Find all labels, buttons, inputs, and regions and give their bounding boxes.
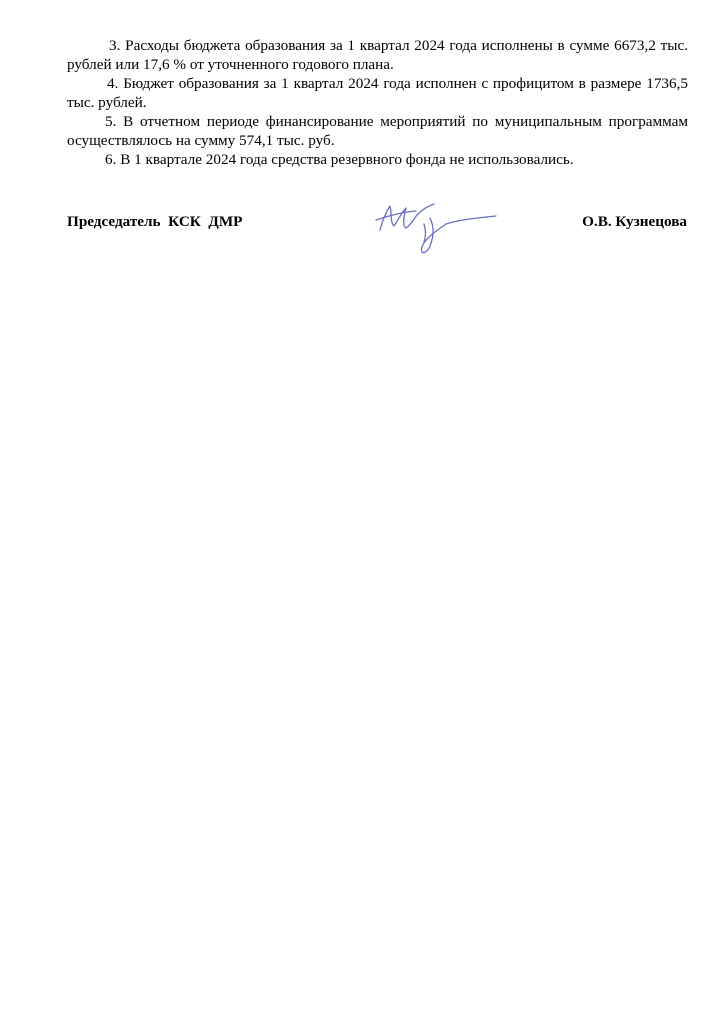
document-body [67, 36, 688, 169]
paragraph-5-programs: 5. В отчетном периоде финансирование мероприятий по муниципальным программам осуществлялось на сумму 574,1 тыс. руб. [67, 113, 688, 149]
paragraph-4-surplus: 4. Бюджет образования за 1 квартал 2024 года исполнен с профицитом в размере 1736,5 тыс. рублей. [67, 75, 688, 111]
handwritten-signature [372, 196, 504, 256]
paragraph-6-reserve-fund: 6. В 1 квартале 2024 года средства резервного фонда не использовались. [105, 151, 574, 168]
paragraph-3-expenses: 3. Расходы бюджета образования за 1 квартал 2024 года исполнены в сумме 6673,2 тыс. рублей или 17,6 % от уточненного годового плана. [67, 37, 688, 73]
signatory-title: Председатель КСК ДМР [67, 213, 243, 230]
signatory-name: О.В. Кузнецова [582, 213, 687, 230]
